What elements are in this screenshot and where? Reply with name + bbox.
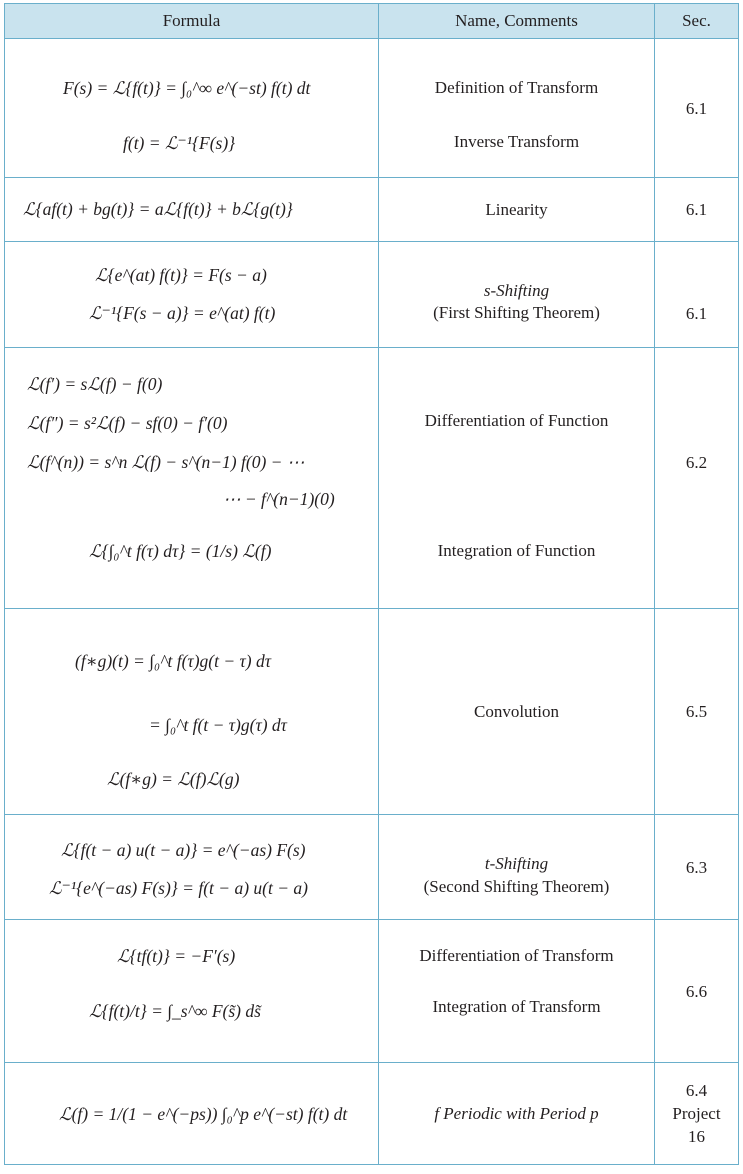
formula-line: ℒ{∫₀^t f(τ) dτ} = (1/s) ℒ(f) xyxy=(89,541,272,561)
name-cell xyxy=(379,178,655,242)
formula-line: ⋯ − f^(n−1)(0) xyxy=(223,489,335,509)
sec-cell xyxy=(655,920,739,1063)
formula-cell xyxy=(5,609,379,815)
name-label: Integration of Transform xyxy=(432,997,601,1016)
formula-line: ℒ{e^(at) f(t)} = F(s − a) xyxy=(95,265,267,285)
name-label: Integration of Function xyxy=(437,541,596,560)
formula-line: (f∗g)(t) = ∫₀^t f(τ)g(t − τ) dτ xyxy=(75,651,271,671)
formula-cell xyxy=(5,1063,379,1165)
formula-cell xyxy=(5,178,379,242)
sec-cell xyxy=(655,348,739,609)
table-row xyxy=(5,178,739,242)
name-label: Definition of Transform xyxy=(434,78,599,97)
sec-label: 6.6 xyxy=(685,981,708,1001)
sec-label: 6.4 xyxy=(685,1081,708,1100)
sec-label: 6.5 xyxy=(685,702,708,721)
formula-line: ℒ(f∗g) = ℒ(f)ℒ(g) xyxy=(107,769,240,789)
sec-label: Project xyxy=(672,1104,721,1123)
formula-cell xyxy=(5,920,379,1063)
formula-line: = ∫₀^t f(t − τ)g(τ) dτ xyxy=(149,715,287,735)
table-row xyxy=(5,348,739,609)
name-cell xyxy=(379,242,655,348)
name-label: (Second Shifting Theorem) xyxy=(423,877,610,896)
formula-line: ℒ⁻¹{e^(−as) F(s)} = f(t − a) u(t − a) xyxy=(49,878,308,898)
formula-line: F(s) = ℒ{f(t)} = ∫₀^∞ e^(−st) f(t) dt xyxy=(63,78,311,98)
sec-cell xyxy=(655,242,739,348)
sec-cell xyxy=(655,39,739,178)
name-label: Convolution xyxy=(473,701,559,721)
sec-label: 6.2 xyxy=(685,453,708,472)
formula-cell xyxy=(5,348,379,609)
table-row xyxy=(5,609,739,815)
header-formula: Formula xyxy=(5,4,379,39)
sec-cell xyxy=(655,178,739,242)
name-cell xyxy=(379,1063,655,1165)
table-row xyxy=(5,920,739,1063)
name-cell xyxy=(379,815,655,920)
header-row xyxy=(5,4,739,39)
name-cell xyxy=(379,39,655,178)
name-label: s-Shifting xyxy=(483,281,550,300)
name-label: f Periodic with Period p xyxy=(434,1103,599,1123)
formula-cell xyxy=(5,39,379,178)
sec-cell xyxy=(655,815,739,920)
table-row xyxy=(5,815,739,920)
sec-label: 6.1 xyxy=(685,200,708,219)
formula-line: ℒ{tf(t)} = −F′(s) xyxy=(117,946,236,966)
formula-line: ℒ{f(t)/t} = ∫_s^∞ F(s̃) ds̃ xyxy=(89,1001,261,1021)
formula-line: f(t) = ℒ⁻¹{F(s)} xyxy=(123,133,236,153)
name-label: Differentiation of Transform xyxy=(419,946,614,965)
laplace-transform-table xyxy=(4,3,739,1165)
name-label: Inverse Transform xyxy=(453,132,580,151)
name-label: t-Shifting xyxy=(484,854,549,873)
header-name-comments: Name, Comments xyxy=(379,4,655,39)
sec-cell xyxy=(655,609,739,815)
table-row xyxy=(5,39,739,178)
sec-label: 6.1 xyxy=(685,304,708,323)
table-row xyxy=(5,242,739,348)
name-label: (First Shifting Theorem) xyxy=(433,303,600,322)
name-cell xyxy=(379,348,655,609)
formula-line: ℒ{af(t) + bg(t)} = aℒ{f(t)} + bℒ{g(t)} xyxy=(23,199,293,219)
formula-line: ℒ(f^(n)) = s^n ℒ(f) − s^(n−1) f(0) − ⋯ xyxy=(27,452,305,472)
formula-cell xyxy=(5,815,379,920)
table-row xyxy=(5,1063,739,1165)
formula-line: ℒ(f) = 1/(1 − e^(−ps)) ∫₀^p e^(−st) f(t) dt xyxy=(59,1104,348,1124)
sec-label: 6.1 xyxy=(685,98,708,118)
formula-line: ℒ(f′) = sℒ(f) − f(0) xyxy=(27,374,163,394)
name-cell xyxy=(379,609,655,815)
header-sec: Sec. xyxy=(655,4,739,39)
name-label: Linearity xyxy=(485,199,548,219)
name-label: Differentiation of Function xyxy=(424,411,609,430)
name-cell xyxy=(379,920,655,1063)
formula-line: ℒ(f″) = s²ℒ(f) − sf(0) − f′(0) xyxy=(27,413,228,433)
sec-label: 16 xyxy=(688,1127,705,1146)
formula-cell xyxy=(5,242,379,348)
formula-line: ℒ{f(t − a) u(t − a)} = e^(−as) F(s) xyxy=(61,840,306,860)
sec-label: 6.3 xyxy=(685,857,708,877)
formula-line: ℒ⁻¹{F(s − a)} = e^(at) f(t) xyxy=(89,303,276,323)
sec-cell xyxy=(655,1063,739,1165)
